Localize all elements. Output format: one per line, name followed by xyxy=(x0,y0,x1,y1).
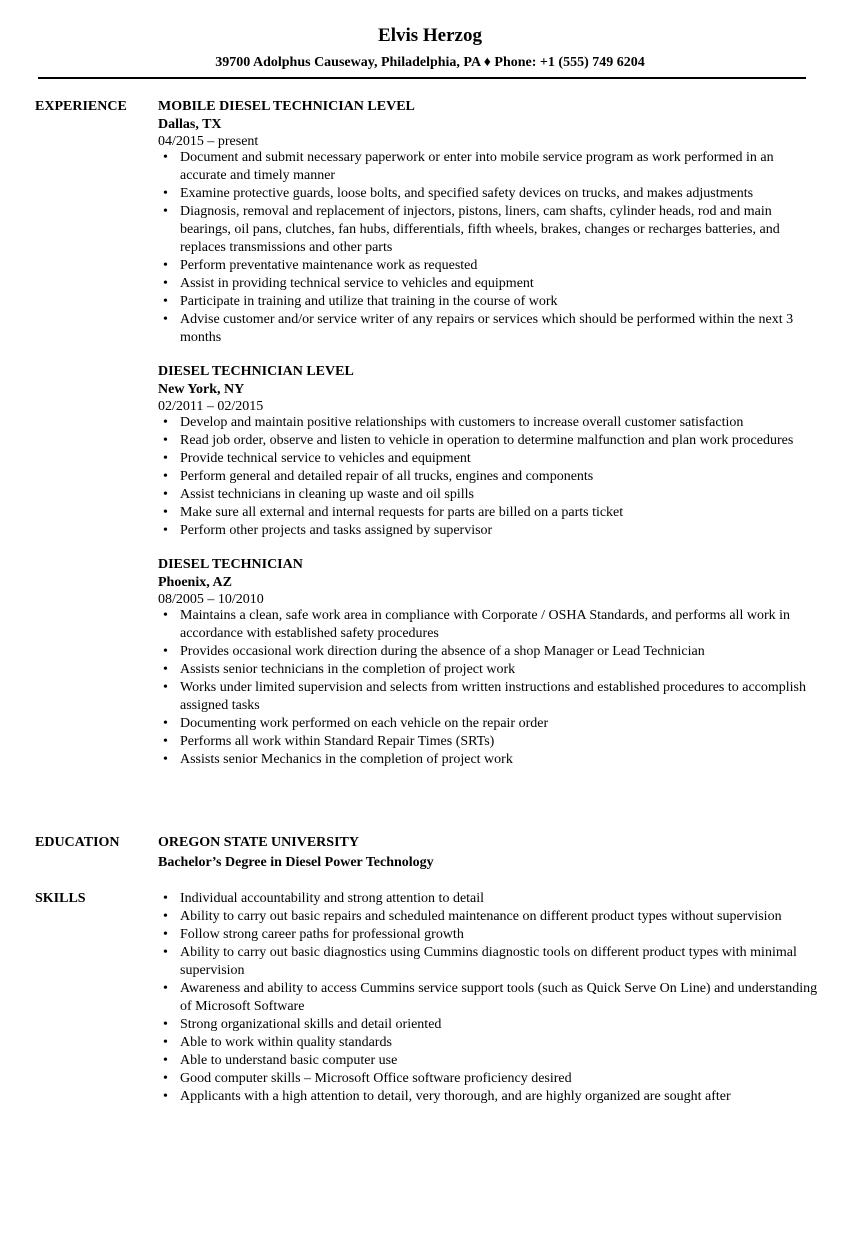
skills-list xyxy=(158,890,818,1106)
header-divider xyxy=(38,77,806,79)
duty-item: • Works under limited supervision and selects from written instructions and established procedures to accomplish assigned tasks xyxy=(158,679,818,715)
duty-item: • Examine protective guards, loose bolts, and specified safety devices on trucks, and makes adjustments xyxy=(158,185,818,203)
skill-item: • Ability to carry out basic diagnostics using Cummins diagnostic tools on different product types with minimal supervision xyxy=(158,944,818,980)
job-dates: 04/2015 – present xyxy=(158,134,259,149)
duty-item: • Develop and maintain positive relationships with customers to increase overall customer satisfaction xyxy=(158,414,818,432)
job-duties xyxy=(158,149,818,347)
job-title: DIESEL TECHNICIAN xyxy=(158,557,303,572)
duty-item: • Perform preventative maintenance work as requested xyxy=(158,257,818,275)
skills-body xyxy=(158,890,818,1106)
skill-item: • Able to understand basic computer use xyxy=(158,1052,818,1070)
candidate-name: Elvis Herzog xyxy=(378,25,482,46)
resume-header xyxy=(0,22,860,72)
skill-item: • Applicants with a high attention to detail, very thorough, and are highly organized are sought after xyxy=(158,1088,818,1106)
job-entry xyxy=(158,556,818,769)
duty-item: • Perform general and detailed repair of all trucks, engines and components xyxy=(158,468,818,486)
duty-item: • Provide technical service to vehicles and equipment xyxy=(158,450,818,468)
duty-item: • Advise customer and/or service writer of any repairs or services which should be performed within the next 3 months xyxy=(158,311,818,347)
skill-item: • Follow strong career paths for professional growth xyxy=(158,926,818,944)
duty-item: • Diagnosis, removal and replacement of injectors, pistons, liners, cam shafts, cylinder heads, rod and main bearings, oil pans, clutches, fan hubs, differentials, fifth wheels, brakes, changes or recharges batteries, and replaces transmissions and other parts xyxy=(158,203,818,257)
duty-item: • Maintains a clean, safe work area in compliance with Corporate / OSHA Standards, and performs all work in accordance with established safety procedures xyxy=(158,607,818,643)
school-name: OREGON STATE UNIVERSITY xyxy=(158,835,359,850)
duty-item: • Provides occasional work direction during the absence of a shop Manager or Lead Technician xyxy=(158,643,818,661)
experience-heading: EXPERIENCE xyxy=(35,99,127,114)
duty-item: • Participate in training and utilize that training in the course of work xyxy=(158,293,818,311)
skill-item: • Strong organizational skills and detail oriented xyxy=(158,1016,818,1034)
duty-item: • Assist in providing technical service to vehicles and equipment xyxy=(158,275,818,293)
duty-item: • Assists senior technicians in the completion of project work xyxy=(158,661,818,679)
duty-item: • Perform other projects and tasks assigned by supervisor xyxy=(158,522,818,540)
education-body xyxy=(158,834,818,874)
duty-item: • Documenting work performed on each vehicle on the repair order xyxy=(158,715,818,733)
job-duties xyxy=(158,607,818,769)
job-entry xyxy=(158,363,818,540)
skill-item: • Individual accountability and strong attention to detail xyxy=(158,890,818,908)
duty-item: • Make sure all external and internal requests for parts are billed on a parts ticket xyxy=(158,504,818,522)
duty-item: • Performs all work within Standard Repair Times (SRTs) xyxy=(158,733,818,751)
job-title: MOBILE DIESEL TECHNICIAN LEVEL xyxy=(158,99,415,114)
degree-name: Bachelor’s Degree in Diesel Power Technology xyxy=(158,855,434,870)
job-dates: 02/2011 – 02/2015 xyxy=(158,399,264,414)
skill-item: • Good computer skills – Microsoft Office software proficiency desired xyxy=(158,1070,818,1088)
skills-heading: SKILLS xyxy=(35,891,86,906)
contact-line: 39700 Adolphus Causeway, Philadelphia, PA ♦ Phone: +1 (555) 749 6204 xyxy=(215,55,645,70)
job-duties xyxy=(158,414,818,540)
experience-body xyxy=(158,98,818,785)
job-title: DIESEL TECHNICIAN LEVEL xyxy=(158,364,354,379)
job-dates: 08/2005 – 10/2010 xyxy=(158,592,264,607)
skill-item: • Ability to carry out basic repairs and scheduled maintenance on different product types without supervision xyxy=(158,908,818,926)
education-heading: EDUCATION xyxy=(35,835,120,850)
duty-item: • Assists senior Mechanics in the completion of project work xyxy=(158,751,818,769)
job-location: New York, NY xyxy=(158,382,245,397)
duty-item: • Read job order, observe and listen to vehicle in operation to determine malfunction and plan work procedures xyxy=(158,432,818,450)
skill-item: • Able to work within quality standards xyxy=(158,1034,818,1052)
duty-item: • Assist technicians in cleaning up waste and oil spills xyxy=(158,486,818,504)
skill-item: • Awareness and ability to access Cummins service support tools (such as Quick Serve On Line) and understanding of Microsoft Software xyxy=(158,980,818,1016)
job-location: Phoenix, AZ xyxy=(158,575,232,590)
duty-item: • Document and submit necessary paperwork or enter into mobile service program as work performed in an accurate and timely manner xyxy=(158,149,818,185)
job-entry xyxy=(158,98,818,347)
job-location: Dallas, TX xyxy=(158,117,222,132)
